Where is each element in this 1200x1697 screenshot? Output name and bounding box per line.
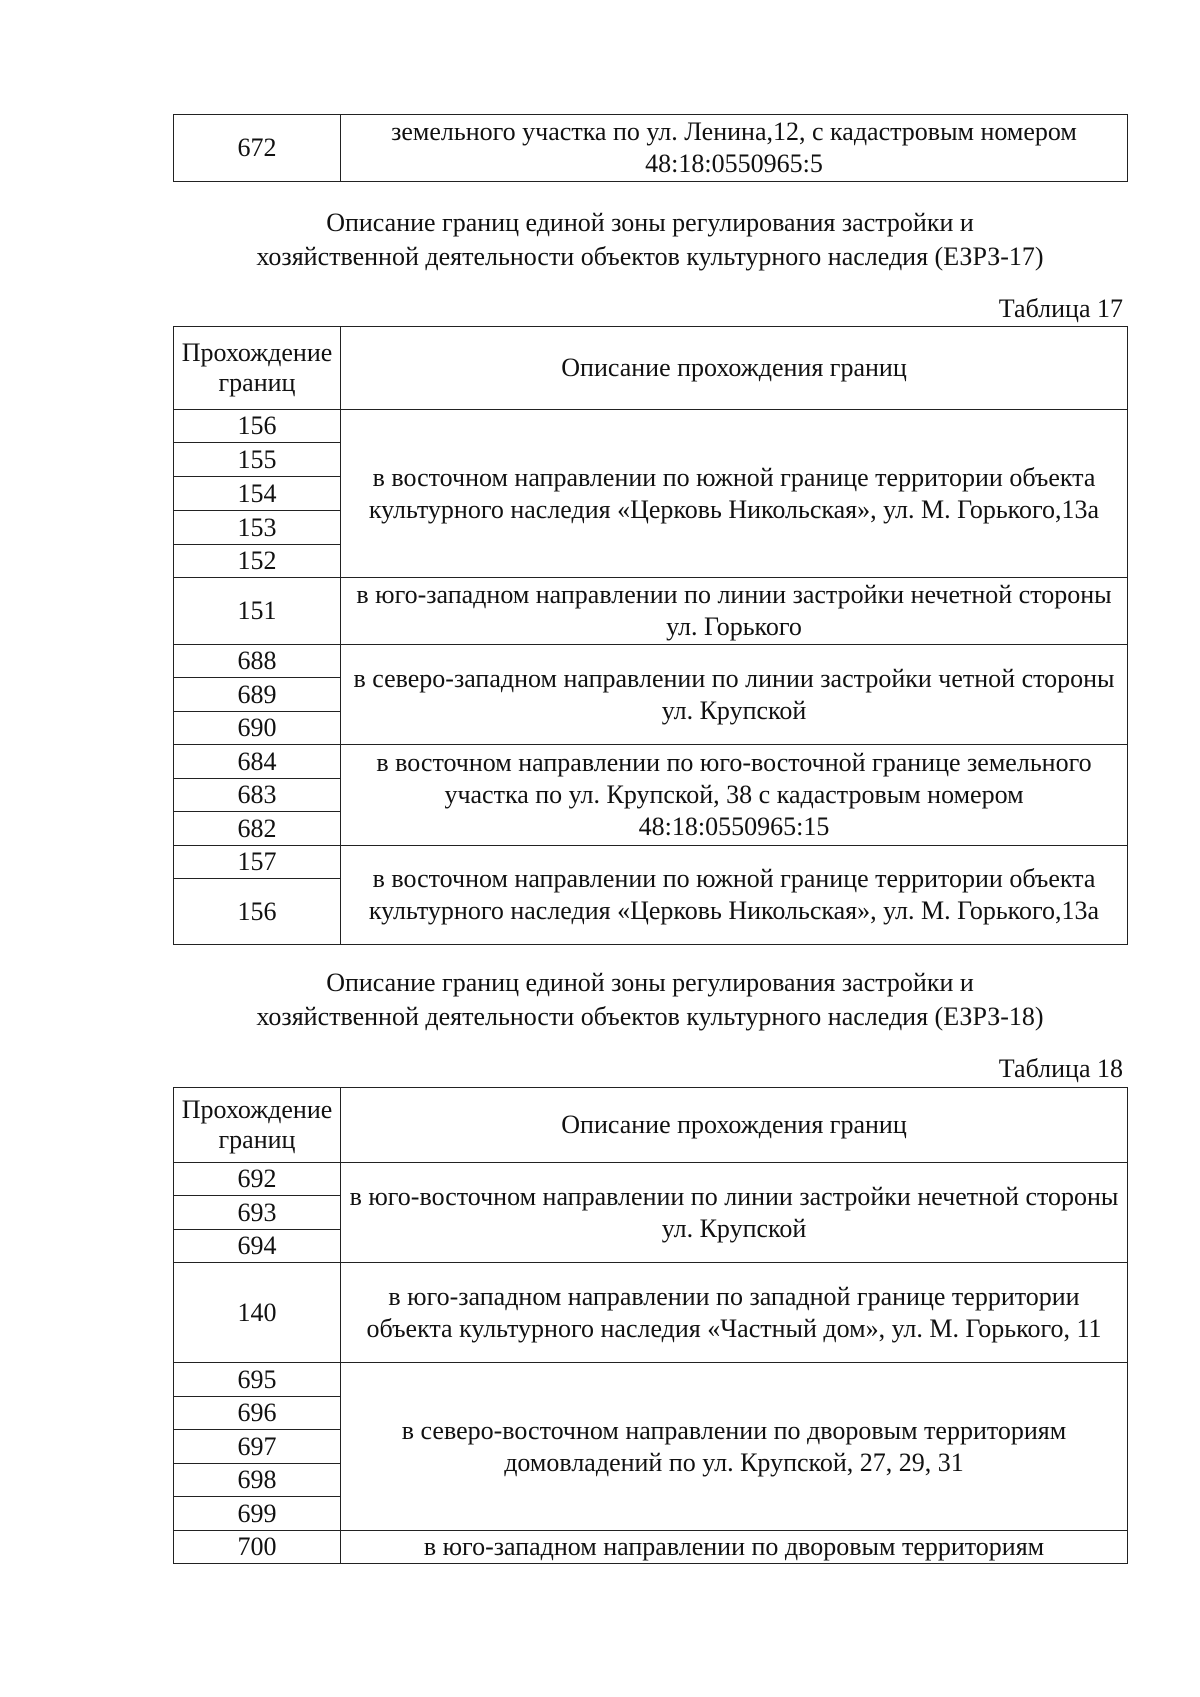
boundary-point-number: 151 [174,578,341,645]
boundary-description: в восточном направлении по юго-восточной границе земельного участка по ул. Крупской, 38 с кадастровым номером 48:18:0550965:15 [341,745,1128,846]
boundary-point-number: 155 [174,443,341,477]
table-row [174,745,1128,779]
table-row [174,1163,1128,1196]
boundary-point-number: 692 [174,1163,341,1196]
boundary-description: в восточном направлении по южной границе территории объекта культурного наследия «Церковь Никольская», ул. М. Горького,13а [341,410,1128,578]
boundary-point-number: 688 [174,645,341,678]
boundary-description: земельного участка по ул. Ленина,12, с кадастровым номером 48:18:0550965:5 [341,115,1128,182]
boundary-point-number: 690 [174,712,341,745]
table-row [174,645,1128,678]
table-row [174,1263,1128,1363]
heading-line: Описание границ единой зоны регулирования застройки и [326,968,974,997]
boundary-point-number: 157 [174,846,341,879]
boundary-point-number: 156 [174,879,341,945]
boundary-point-number: 140 [174,1263,341,1363]
table-row [174,1363,1128,1397]
boundary-point-number: 695 [174,1363,341,1397]
boundary-point-number: 152 [174,545,341,578]
boundary-point-number: 682 [174,812,341,846]
table-row [174,115,1128,182]
section-18-heading [0,966,1200,1034]
table-header-row [174,1088,1128,1163]
boundary-point-number: 698 [174,1464,341,1497]
boundary-point-number: 693 [174,1196,341,1230]
boundary-point-number: 684 [174,745,341,779]
boundary-description: в юго-западном направлении по линии застройки нечетной стороны ул. Горького [341,578,1128,645]
table-17 [173,326,1128,945]
section-17-heading [0,206,1200,274]
boundary-point-number: 694 [174,1230,341,1263]
header-boundary-description: Описание прохождения границ [341,1088,1128,1163]
table-row [174,410,1128,443]
boundary-point-number: 700 [174,1531,341,1564]
boundary-point-number: 156 [174,410,341,443]
header-passage-of-boundaries: Прохождение границ [174,1088,341,1163]
boundary-point-number: 683 [174,779,341,812]
boundary-description: в северо-западном направлении по линии застройки четной стороны ул. Крупской [341,645,1128,745]
table-18-caption: Таблица 18 [998,1054,1123,1083]
boundary-point-number: 697 [174,1430,341,1464]
header-passage-of-boundaries: Прохождение границ [174,327,341,410]
boundary-point-number: 154 [174,477,341,511]
boundary-point-number: 696 [174,1397,341,1430]
table-row [174,1531,1128,1564]
boundary-description: в юго-западном направлении по дворовым территориям [341,1531,1128,1564]
heading-line: хозяйственной деятельности объектов культурного наследия (ЕЗРЗ-17) [256,242,1044,271]
boundary-description: в северо-восточном направлении по дворовым территориям домовладений по ул. Крупской, 27, 29, 31 [341,1363,1128,1531]
boundary-description: в юго-западном направлении по западной границе территории объекта культурного наследия «Частный дом», ул. М. Горького, 11 [341,1263,1128,1363]
boundary-point-number: 153 [174,511,341,545]
table-17-caption: Таблица 17 [998,294,1123,323]
boundary-point-number: 672 [174,115,341,182]
table-18 [173,1087,1128,1564]
table-row [174,578,1128,645]
heading-line: Описание границ единой зоны регулирования застройки и [326,208,974,237]
boundary-point-number: 689 [174,678,341,712]
top-continuation-table [173,114,1128,182]
table-row [174,846,1128,879]
heading-line: хозяйственной деятельности объектов культурного наследия (ЕЗРЗ-18) [256,1002,1044,1031]
boundary-point-number: 699 [174,1497,341,1531]
boundary-description: в восточном направлении по южной границе территории объекта культурного наследия «Церковь Никольская», ул. М. Горького,13а [341,846,1128,945]
table-header-row [174,327,1128,410]
boundary-description: в юго-восточном направлении по линии застройки нечетной стороны ул. Крупской [341,1163,1128,1263]
header-boundary-description: Описание прохождения границ [341,327,1128,410]
